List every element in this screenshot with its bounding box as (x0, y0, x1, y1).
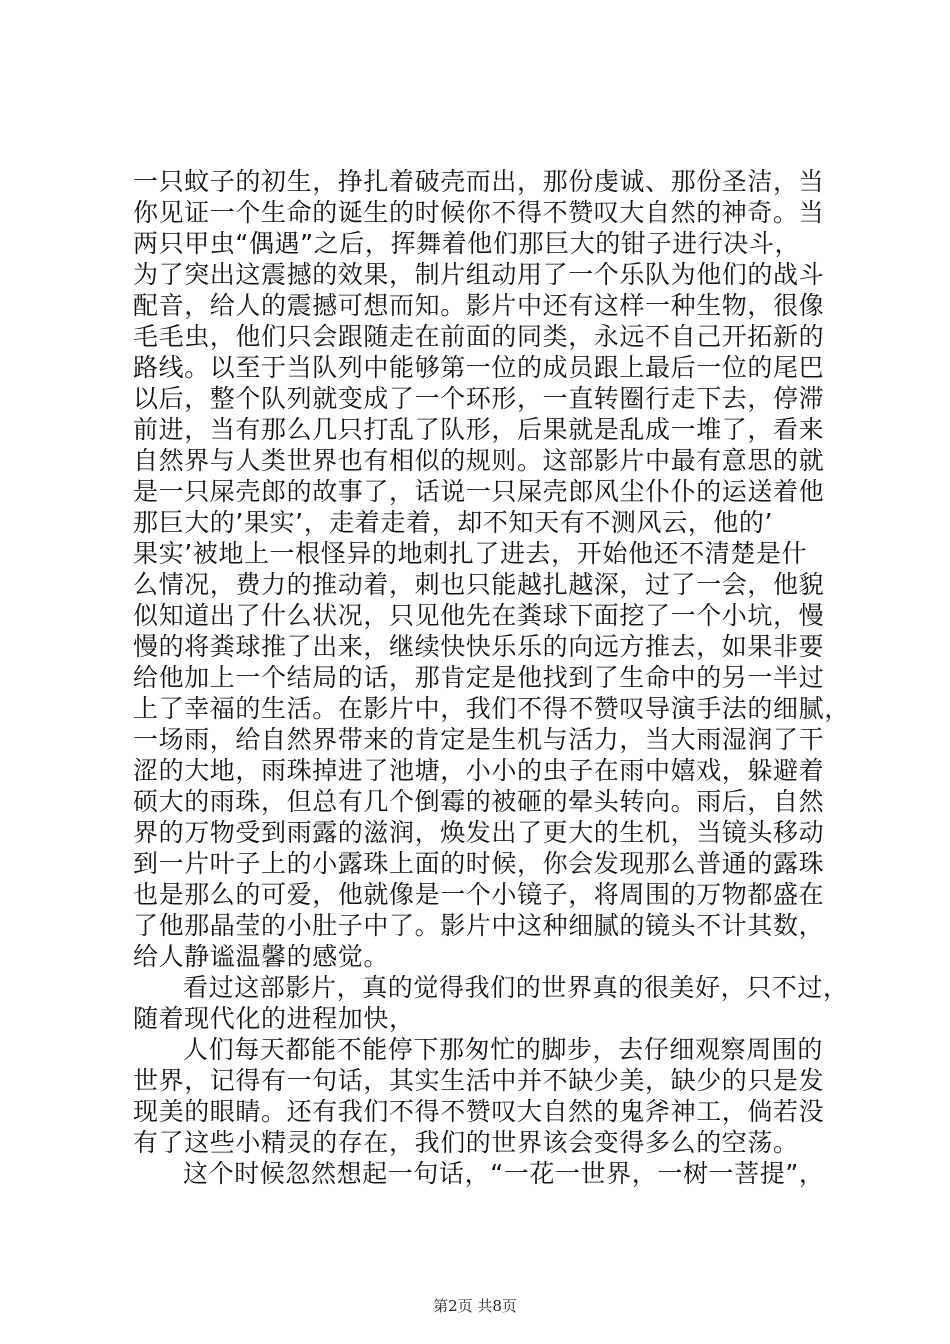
body-line: 也是那么的可爱，他就像是一个小镜子，将周围的万物都盛在 (133, 880, 825, 909)
body-line: 给他加上一个结局的话，那肯定是他找到了生命中的另一半过 (133, 663, 825, 692)
body-line: 界的万物受到雨露的滋润，焕发出了更大的生机，当镜头移动 (133, 818, 825, 847)
paragraph-first-line: 人们每天都能不能停下那匆忙的脚步，去仔细观察周围的 (183, 1035, 824, 1064)
paragraph-first-line: 看过这部影片，真的觉得我们的世界真的很美好，只不过， (183, 973, 849, 1002)
body-line: 给人静谧温馨的感觉。 (133, 942, 390, 971)
body-line: 配音，给人的震撼可想而知。影片中还有这样一种生物，很像 (133, 291, 825, 320)
body-line: 上了幸福的生活。在影片中，我们不得不赞叹导演手法的细腻， (133, 694, 850, 723)
body-line: 现美的眼睛。还有我们不得不赞叹大自然的鬼斧神工，倘若没 (133, 1097, 825, 1126)
body-line: 一只蚊子的初生，挣扎着破壳而出，那份虔诚、那份圣洁，当 (133, 167, 825, 196)
body-line: 路线。以至于当队列中能够第一位的成员跟上最后一位的尾巴 (133, 353, 825, 382)
body-line: 前进，当有那么几只打乱了队形，后果就是乱成一堆了，看来 (133, 415, 825, 444)
body-line: 慢的将粪球推了出来，继续快快乐乐的向远方推去，如果非要 (133, 632, 825, 661)
body-line: 涩的大地，雨珠掉进了池塘，小小的虫子在雨中嬉戏，躲避着 (133, 756, 825, 785)
body-line: 为了突出这震撼的效果，制片组动用了一个乐队为他们的战斗 (133, 260, 825, 289)
body-line: 你见证一个生命的诞生的时候你不得不赞叹大自然的神奇。当 (133, 198, 825, 227)
body-line: 么情况，费力的推动着，刺也只能越扎越深，过了一会，他貌 (133, 570, 825, 599)
body-line: 是一只屎壳郎的故事了，话说一只屎壳郎风尘仆仆的运送着他 (133, 477, 825, 506)
body-line: 两只甲虫“偶遇”之后，挥舞着他们那巨大的钳子进行决斗， (133, 229, 801, 258)
body-line: 随着现代化的进程加快， (133, 1004, 415, 1033)
body-line: 到一片叶子上的小露珠上面的时候，你会发现那么普通的露珠 (133, 849, 825, 878)
paragraph-first-line: 这个时候忽然想起一句话，“一花一世界，一树一菩提”， (183, 1159, 825, 1188)
body-line: 毛毛虫，他们只会跟随走在前面的同类，永远不自己开拓新的 (133, 322, 825, 351)
body-line: 似知道出了什么状况，只见他先在粪球下面挖了一个小坑，慢 (133, 601, 825, 630)
body-line: 果实’被地上一根怪异的地刺扎了进去，开始他还不清楚是什 (133, 539, 808, 568)
body-line: 以后，整个队列就变成了一个环形，一直转圈行走下去，停滞 (133, 384, 825, 413)
body-line: 一场雨，给自然界带来的肯定是生机与活力，当大雨湿润了干 (133, 725, 825, 754)
body-line: 硕大的雨珠，但总有几个倒霉的被砸的晕头转向。雨后，自然 (133, 787, 825, 816)
body-line: 世界，记得有一句话，其实生活中并不缺少美，缺少的只是发 (133, 1066, 825, 1095)
body-line: 了他那晶莹的小肚子中了。影片中这种细腻的镜头不计其数， (133, 911, 825, 940)
body-line: 那巨大的’果实’，走着走着，却不知天有不测风云，他的’ (133, 508, 774, 537)
page-number-footer: 第2页 共8页 (433, 1297, 517, 1315)
body-line: 有了这些小精灵的存在，我们的世界该会变得多么的空荡。 (133, 1128, 799, 1157)
body-line: 自然界与人类世界也有相似的规则。这部影片中最有意思的就 (133, 446, 825, 475)
